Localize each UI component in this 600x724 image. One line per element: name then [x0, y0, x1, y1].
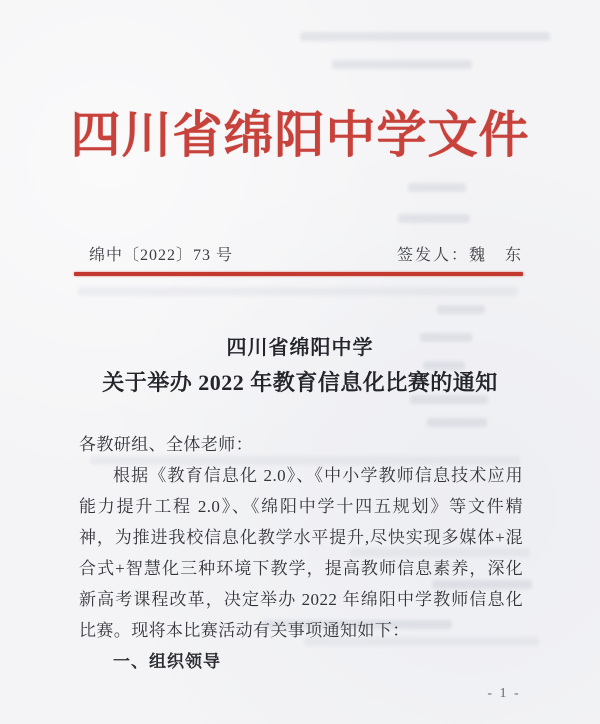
bleed-through-mark — [398, 214, 470, 223]
notice-title-line2: 关于举办 2022 年教育信息化比赛的通知 — [102, 370, 498, 395]
bleed-through-mark — [408, 183, 466, 192]
bleed-through-mark — [78, 287, 518, 296]
bleed-through-mark — [300, 32, 550, 41]
issuer-name: 魏 东 — [468, 247, 523, 264]
bleed-through-mark — [332, 60, 472, 69]
body-paragraph: 根据《教育信息化 2.0》、《中小学教师信息技术应用能力提升工程 2.0》、《绵阳中学十四五规划》等文件精神，为推进我校信息化教学水平提升,尽快实现多媒体+混合式+智慧化三种环境下教学，提高教师信息素养，深化新高考课程改革，决定举办 2022 年绵阳中学教师信息化比赛。现将本比赛活动有关事项通知如下： — [79, 466, 523, 640]
notice-title-line1: 四川省绵阳中学 — [226, 337, 374, 359]
letterhead-title: 四川省绵阳中学文件 — [70, 107, 530, 163]
red-divider-line — [74, 272, 523, 276]
issuer — [397, 242, 523, 265]
bleed-through-mark — [427, 418, 487, 427]
section-heading-1: 一、组织领导 — [113, 652, 221, 671]
document-number: 绵中〔2022〕73 号 — [89, 247, 234, 264]
bleed-through-mark — [437, 305, 485, 314]
document-body — [79, 429, 523, 677]
document-info-row — [89, 242, 523, 265]
notice-title — [0, 332, 600, 402]
issuer-label: 签发人： — [396, 247, 469, 264]
page-number: - 1 - — [487, 686, 521, 701]
salutation: 各教研组、全体老师： — [79, 435, 253, 454]
